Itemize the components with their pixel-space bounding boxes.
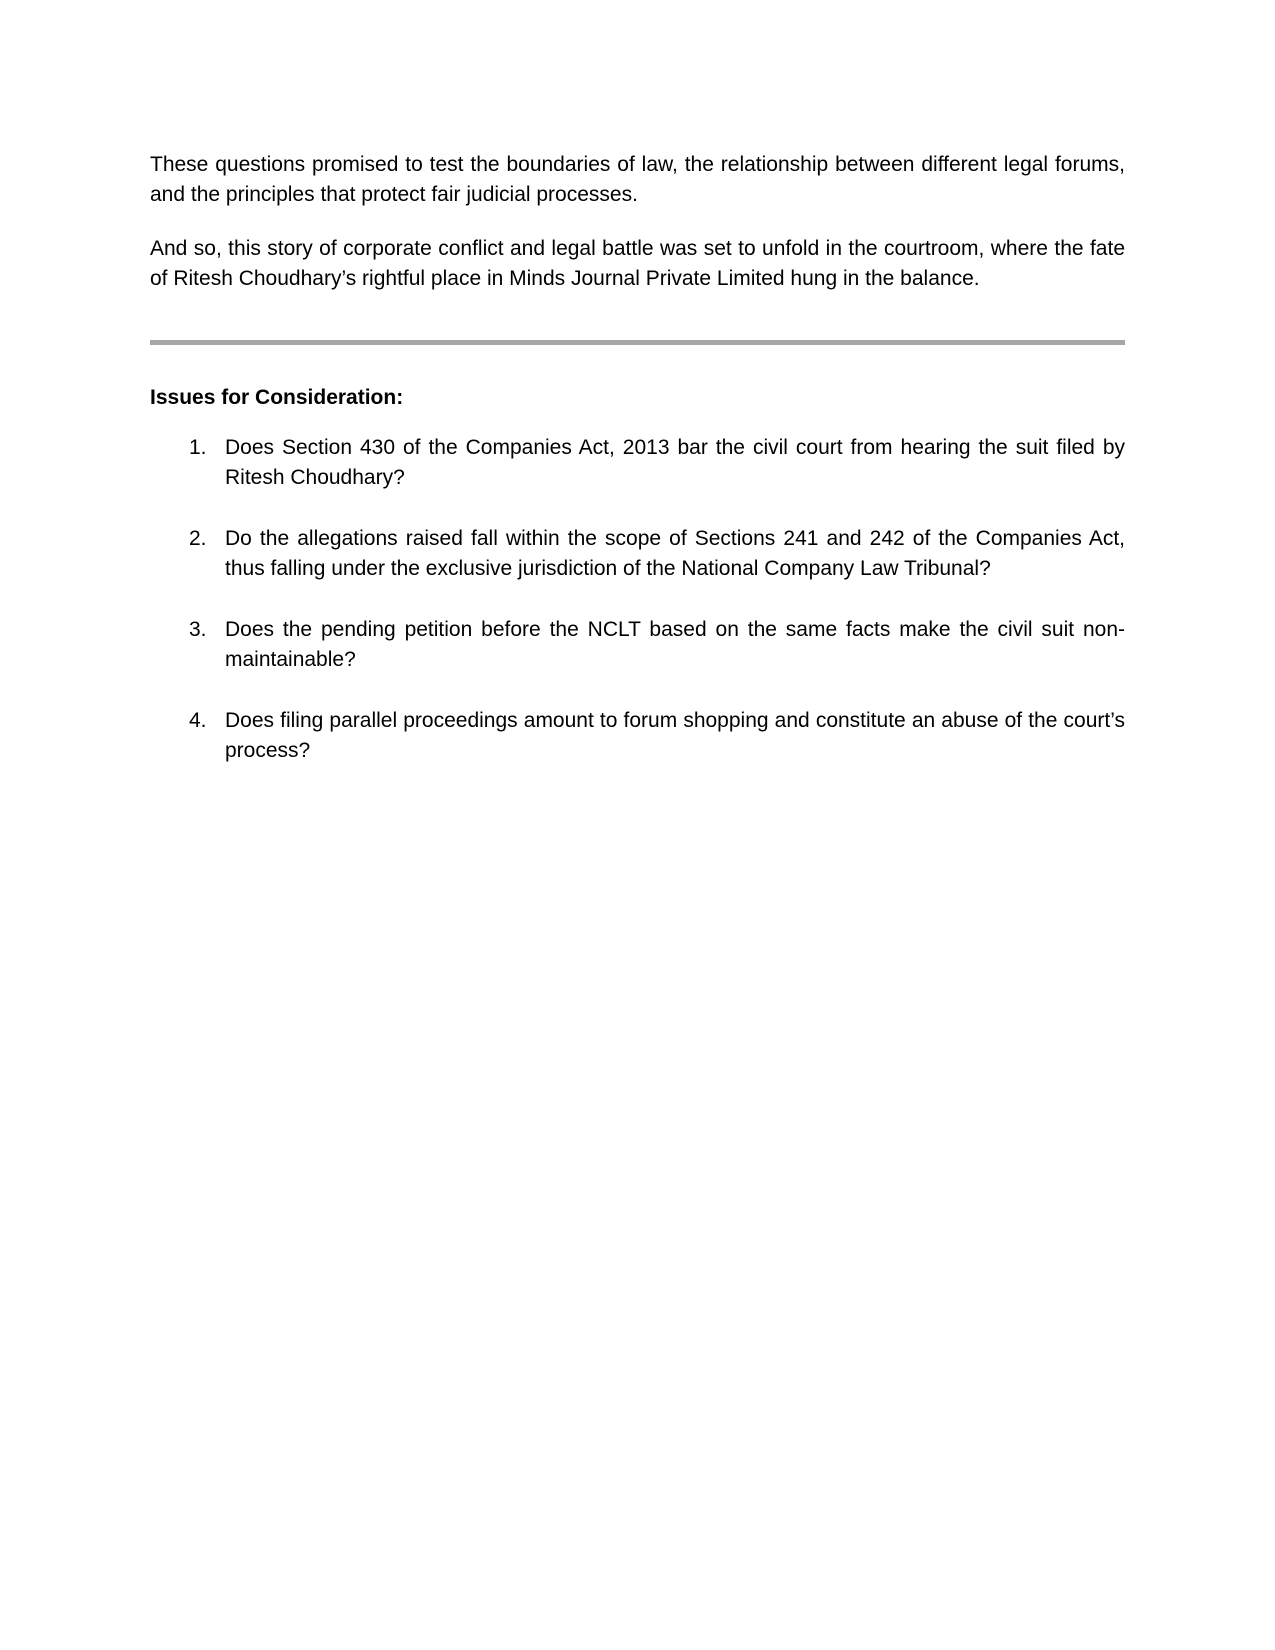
list-item-number: 3. xyxy=(189,618,207,641)
list-item xyxy=(150,433,1125,493)
list-item-number: 4. xyxy=(189,709,207,732)
horizontal-rule xyxy=(150,340,1125,345)
list-item-text: Do the allegations raised fall within the scope of Sections 241 and 242 of the Companies Act, thus falling under the exclusive jurisdiction of the National Company Law Tribunal? xyxy=(225,527,1125,580)
list-item-number: 1. xyxy=(189,436,207,459)
list-item-number: 2. xyxy=(189,527,207,550)
list-item-text: Does Section 430 of the Companies Act, 2013 bar the civil court from hearing the suit filed by Ritesh Choudhary? xyxy=(225,436,1125,489)
list-item-text: Does filing parallel proceedings amount to forum shopping and constitute an abuse of the court’s process? xyxy=(225,709,1125,762)
list-item-text: Does the pending petition before the NCLT based on the same facts make the civil suit non-maintainable? xyxy=(225,618,1125,671)
issues-list xyxy=(150,433,1125,766)
paragraph-story: And so, this story of corporate conflict and legal battle was set to unfold in the courtroom, where the fate of Ritesh Choudhary’s rightful place in Minds Journal Private Limited hung in the balance. xyxy=(150,237,1125,290)
section-heading: Issues for Consideration: xyxy=(150,386,404,409)
list-item xyxy=(150,524,1125,584)
document-content xyxy=(150,150,1125,766)
list-item xyxy=(150,615,1125,675)
paragraph-questions: These questions promised to test the boundaries of law, the relationship between different legal forums, and the principles that protect fair judicial processes. xyxy=(150,153,1125,206)
list-item xyxy=(150,706,1125,766)
